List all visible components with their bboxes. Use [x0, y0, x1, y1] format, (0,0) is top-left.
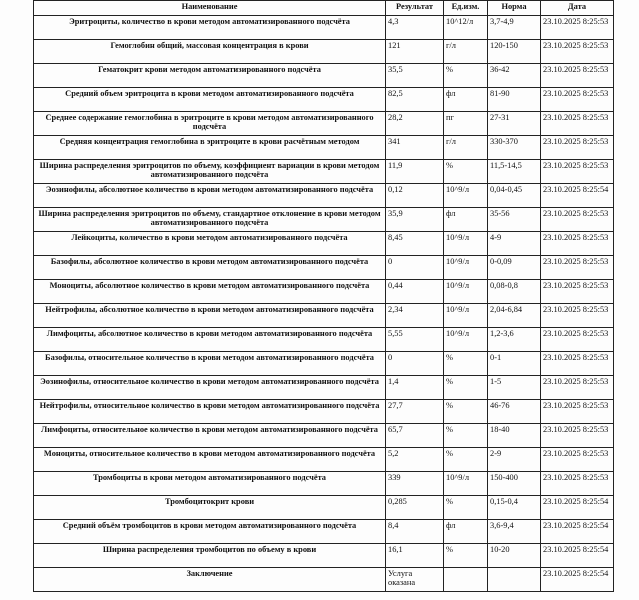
cell-result: 0 — [386, 256, 444, 280]
cell-norm: 0-1 — [488, 352, 541, 376]
cell-norm: 0,04-0,45 — [488, 184, 541, 208]
cell-result: 82,5 — [386, 88, 444, 112]
table-row — [34, 112, 614, 136]
cell-name: Средняя концентрация гемоглобина в эритроците в крови расчётным методом — [34, 136, 386, 160]
cell-date: 23.10.2025 8:25:53 — [541, 472, 614, 496]
cell-norm — [488, 568, 541, 592]
cell-norm: 120-150 — [488, 40, 541, 64]
cell-result: 8,45 — [386, 232, 444, 256]
cell-norm: 1,2-3,6 — [488, 328, 541, 352]
cell-unit: 10^9/л — [444, 280, 488, 304]
cell-date: 23.10.2025 8:25:53 — [541, 16, 614, 40]
table-row — [34, 568, 614, 592]
cell-result: 27,7 — [386, 400, 444, 424]
cell-name: Средний объем эритроцита в крови методом автоматизированного подсчёта — [34, 88, 386, 112]
cell-unit: фл — [444, 208, 488, 232]
cell-norm: 36-42 — [488, 64, 541, 88]
table-row — [34, 520, 614, 544]
cell-name: Гемоглобин общий, массовая концентрация в крови — [34, 40, 386, 64]
cell-result: 339 — [386, 472, 444, 496]
cell-date: 23.10.2025 8:25:54 — [541, 520, 614, 544]
cell-unit: % — [444, 376, 488, 400]
cell-date: 23.10.2025 8:25:53 — [541, 88, 614, 112]
cell-date: 23.10.2025 8:25:53 — [541, 376, 614, 400]
cell-result: 11,9 — [386, 160, 444, 184]
cell-result: 35,5 — [386, 64, 444, 88]
cell-unit: фл — [444, 520, 488, 544]
cell-unit: г/л — [444, 136, 488, 160]
cell-norm: 3,6-9,4 — [488, 520, 541, 544]
cell-name: Среднее содержание гемоглобина в эритроците в крови методом автоматизированного подсчёта — [34, 112, 386, 136]
cell-result: 0,285 — [386, 496, 444, 520]
cell-name: Эозинофилы, абсолютное количество в крови методом автоматизированного подсчёта — [34, 184, 386, 208]
cell-name: Тромбоциты в крови методом автоматизированного подсчёта — [34, 472, 386, 496]
table-row — [34, 16, 614, 40]
cell-date: 23.10.2025 8:25:53 — [541, 424, 614, 448]
cell-unit: % — [444, 400, 488, 424]
table-row — [34, 184, 614, 208]
table-row — [34, 160, 614, 184]
table-row — [34, 40, 614, 64]
cell-date: 23.10.2025 8:25:53 — [541, 400, 614, 424]
cell-name: Эозинофилы, относительное количество в крови методом автоматизированного подсчёта — [34, 376, 386, 400]
table-row — [34, 88, 614, 112]
cell-unit: % — [444, 496, 488, 520]
cell-name: Базофилы, относительное количество в крови методом автоматизированного подсчёта — [34, 352, 386, 376]
cell-unit: 10^9/л — [444, 472, 488, 496]
cell-unit: 10^9/л — [444, 232, 488, 256]
cell-norm: 3,7-4,9 — [488, 16, 541, 40]
cell-name: Лейкоциты, количество в крови методом автоматизированного подсчёта — [34, 232, 386, 256]
cell-unit — [444, 568, 488, 592]
cell-unit: % — [444, 64, 488, 88]
table-row — [34, 472, 614, 496]
cell-name: Лимфоциты, абсолютное количество в крови методом автоматизированного подсчёта — [34, 328, 386, 352]
cell-result: 341 — [386, 136, 444, 160]
cell-unit: % — [444, 352, 488, 376]
table-row — [34, 496, 614, 520]
cell-date: 23.10.2025 8:25:53 — [541, 256, 614, 280]
cell-unit: % — [444, 448, 488, 472]
cell-date: 23.10.2025 8:25:53 — [541, 136, 614, 160]
cell-result: Услуга оказана — [386, 568, 444, 592]
cell-name: Ширина распределения тромбоцитов по объему в крови — [34, 544, 386, 568]
cell-name: Эритроциты, количество в крови методом автоматизированного подсчёта — [34, 16, 386, 40]
cell-result: 0 — [386, 352, 444, 376]
cell-unit: г/л — [444, 40, 488, 64]
table-row — [34, 448, 614, 472]
cell-date: 23.10.2025 8:25:53 — [541, 112, 614, 136]
cell-name: Лимфоциты, относительное количество в крови методом автоматизированного подсчёта — [34, 424, 386, 448]
cell-norm: 35-56 — [488, 208, 541, 232]
cell-result: 5,2 — [386, 448, 444, 472]
table-row — [34, 328, 614, 352]
cell-norm: 0-0,09 — [488, 256, 541, 280]
cell-norm: 0,08-0,8 — [488, 280, 541, 304]
cell-date: 23.10.2025 8:25:53 — [541, 352, 614, 376]
cell-norm: 81-90 — [488, 88, 541, 112]
cell-name: Моноциты, относительное количество в крови методом автоматизированного подсчёта — [34, 448, 386, 472]
cell-result: 1,4 — [386, 376, 444, 400]
cell-date: 23.10.2025 8:25:54 — [541, 496, 614, 520]
cell-name: Нейтрофилы, относительное количество в крови методом автоматизированного подсчёта — [34, 400, 386, 424]
cell-result: 65,7 — [386, 424, 444, 448]
header-unit: Ед.изм. — [444, 1, 488, 16]
cell-norm: 2-9 — [488, 448, 541, 472]
cell-result: 35,9 — [386, 208, 444, 232]
cell-unit: 10^9/л — [444, 304, 488, 328]
cell-unit: 10^9/л — [444, 328, 488, 352]
table-header-row — [34, 1, 614, 16]
cell-norm: 330-370 — [488, 136, 541, 160]
cell-unit: 10^9/л — [444, 184, 488, 208]
cell-norm: 4-9 — [488, 232, 541, 256]
cell-name: Тромбоцитокрит крови — [34, 496, 386, 520]
header-date: Дата — [541, 1, 614, 16]
table-body — [34, 16, 614, 592]
cell-norm: 2,04-6,84 — [488, 304, 541, 328]
cell-result: 16,1 — [386, 544, 444, 568]
cell-unit: фл — [444, 88, 488, 112]
cell-unit: 10^9/л — [444, 256, 488, 280]
cell-norm: 10-20 — [488, 544, 541, 568]
cell-result: 5,55 — [386, 328, 444, 352]
table-row — [34, 376, 614, 400]
table-row — [34, 64, 614, 88]
cell-name: Ширина распределения эритроцитов по объему, стандартное отклонение в крови методом автоматизированного подсчёта — [34, 208, 386, 232]
cell-date: 23.10.2025 8:25:53 — [541, 40, 614, 64]
cell-date: 23.10.2025 8:25:54 — [541, 544, 614, 568]
cell-name: Базофилы, абсолютное количество в крови методом автоматизированного подсчёта — [34, 256, 386, 280]
cell-norm: 18-40 — [488, 424, 541, 448]
cell-result: 121 — [386, 40, 444, 64]
table-row — [34, 208, 614, 232]
table-row — [34, 136, 614, 160]
cell-name: Нейтрофилы, абсолютное количество в крови методом автоматизированного подсчёта — [34, 304, 386, 328]
cell-date: 23.10.2025 8:25:53 — [541, 280, 614, 304]
cell-name: Средний объём тромбоцитов в крови методом автоматизированного подсчёта — [34, 520, 386, 544]
header-norm: Норма — [488, 1, 541, 16]
cell-result: 0,12 — [386, 184, 444, 208]
cell-unit: пг — [444, 112, 488, 136]
cell-norm: 27-31 — [488, 112, 541, 136]
cell-result: 0,44 — [386, 280, 444, 304]
cell-date: 23.10.2025 8:25:53 — [541, 328, 614, 352]
cell-date: 23.10.2025 8:25:53 — [541, 304, 614, 328]
cell-date: 23.10.2025 8:25:53 — [541, 448, 614, 472]
cell-result: 28,2 — [386, 112, 444, 136]
cell-result: 4,3 — [386, 16, 444, 40]
cell-name: Гематокрит крови методом автоматизированного подсчёта — [34, 64, 386, 88]
cell-date: 23.10.2025 8:25:53 — [541, 232, 614, 256]
header-result: Результат — [386, 1, 444, 16]
table-row — [34, 280, 614, 304]
cell-name: Ширина распределения эритроцитов по объему, коэффициент вариации в крови методом автоматизированного подсчёта — [34, 160, 386, 184]
cell-date: 23.10.2025 8:25:54 — [541, 568, 614, 592]
cell-unit: % — [444, 424, 488, 448]
table-row — [34, 304, 614, 328]
cell-norm: 11,5-14,5 — [488, 160, 541, 184]
cell-date: 23.10.2025 8:25:53 — [541, 64, 614, 88]
cell-date: 23.10.2025 8:25:53 — [541, 160, 614, 184]
cell-result: 8,4 — [386, 520, 444, 544]
table-row — [34, 232, 614, 256]
cell-norm: 0,15-0,4 — [488, 496, 541, 520]
cell-result: 2,34 — [386, 304, 444, 328]
cell-norm: 1-5 — [488, 376, 541, 400]
table-row — [34, 400, 614, 424]
cell-norm: 150-400 — [488, 472, 541, 496]
cell-norm: 46-76 — [488, 400, 541, 424]
cell-name: Моноциты, абсолютное количество в крови методом автоматизированного подсчёта — [34, 280, 386, 304]
table-row — [34, 424, 614, 448]
cell-date: 23.10.2025 8:25:53 — [541, 208, 614, 232]
cell-unit: % — [444, 160, 488, 184]
cell-date: 23.10.2025 8:25:54 — [541, 184, 614, 208]
table-row — [34, 352, 614, 376]
table-row — [34, 544, 614, 568]
lab-results-table — [33, 0, 614, 592]
cell-unit: 10^12/л — [444, 16, 488, 40]
table-row — [34, 256, 614, 280]
cell-unit: % — [444, 544, 488, 568]
cell-name: Заключение — [34, 568, 386, 592]
header-name: Наименование — [34, 1, 386, 16]
